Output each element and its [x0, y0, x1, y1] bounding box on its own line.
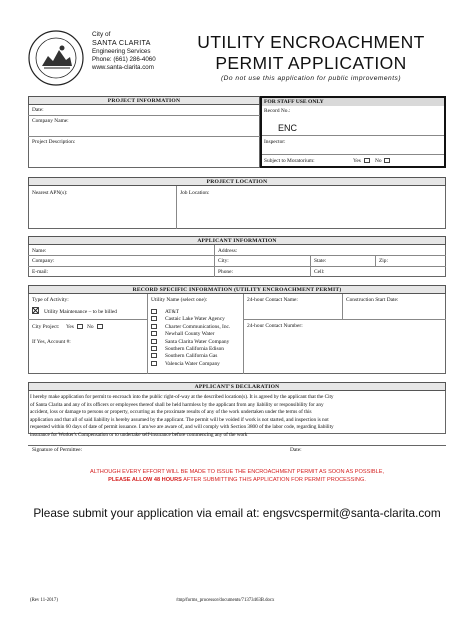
signature-date-field[interactable]: Date: [290, 447, 302, 453]
applicant-state-field[interactable]: State: [314, 258, 327, 264]
contact-name-field[interactable]: 24-hour Contact Name: [247, 297, 298, 303]
city-seal-logo [28, 30, 84, 86]
utility-option-checkbox[interactable] [151, 309, 157, 314]
processing-notice-line2 [28, 477, 446, 484]
utility-option-label: Valencia Water Company [165, 360, 220, 367]
contact-number-field[interactable]: 24-hour Contact Number: [247, 323, 303, 329]
project-description-field[interactable]: Project Description: [32, 139, 76, 145]
construction-start-date-field[interactable]: Construction Start Date: [346, 297, 399, 303]
city-project-no-label: No [87, 324, 94, 330]
declaration-line: requested within 60 days of date of permit issuance. I am/we are aware of, and will comply with Section 3800 of the labor code, regarding liability [30, 424, 334, 431]
department-phone: Phone: (661) 286-4060 [92, 56, 156, 63]
utility-option-label: Southern California Gas [165, 353, 218, 360]
applicant-cell-field[interactable]: Cell: [314, 269, 325, 275]
type-of-activity-label: Type of Activity: [32, 297, 69, 303]
applicant-zip-field[interactable]: Zip: [379, 258, 388, 264]
moratorium-no-checkbox[interactable] [384, 158, 390, 163]
city-project-yes-checkbox[interactable] [77, 324, 83, 329]
processing-notice-line1: ALTHOUGH EVERY EFFORT WILL BE MADE TO ISSUE THE ENCROACHMENT PERMIT AS SOON AS POSSIBLE, [89, 469, 385, 475]
city-project-yes-label: Yes [66, 324, 74, 330]
utility-name-label: Utility Name (select one): [151, 297, 208, 303]
submit-instructions: Please submit your application via email at: engsvcspermit@santa-clarita.com [33, 506, 441, 520]
utility-option-checkbox[interactable] [151, 324, 157, 329]
declaration-line: of Santa Clarita and any of its officers or employees thereof shall be held harmless by the applicant from any liability or responsibility for any [30, 401, 324, 408]
department-name: Engineering Services [92, 48, 151, 55]
job-location-field[interactable]: Job Location: [180, 190, 210, 196]
project-location-heading: PROJECT LOCATION [28, 177, 446, 186]
applicant-info-heading: APPLICANT INFORMATION [28, 236, 446, 245]
applicant-email-field[interactable]: E-mail: [32, 269, 49, 275]
record-specific-heading: RECORD SPECIFIC INFORMATION (UTILITY ENCROACHMENT PERMIT) [28, 285, 446, 294]
account-number-field[interactable]: If Yes, Account #: [32, 339, 71, 345]
moratorium-yes-label: Yes [353, 158, 361, 164]
utility-option-checkbox[interactable] [151, 339, 157, 344]
utility-option-label: Newhall County Water [165, 331, 215, 338]
utility-option-checkbox[interactable] [151, 353, 157, 358]
project-info-heading: PROJECT INFORMATION [28, 96, 260, 105]
form-title-line1: UTILITY ENCROACHMENT [197, 32, 425, 52]
declaration-line: insurance for Worker's Compensation or to undertake self-insurance before commencing any of the work [30, 432, 248, 438]
utility-option-checkbox[interactable] [151, 316, 157, 321]
moratorium-no-label: No [375, 158, 382, 164]
applicant-name-field[interactable]: Name: [32, 248, 47, 254]
applicant-address-field[interactable]: Address: [218, 248, 238, 254]
utility-option-checkbox[interactable] [151, 331, 157, 336]
city-line1: City of [92, 31, 111, 38]
processing-notice-emphasis: PLEASE ALLOW 48 HOURS [108, 477, 182, 483]
applicant-city-field[interactable]: City: [218, 258, 229, 264]
utility-option-label: Castaic Lake Water Agency [165, 316, 225, 323]
utility-option-checkbox[interactable] [151, 346, 157, 351]
staff-use-heading-text: FOR STAFF USE ONLY [264, 99, 324, 105]
declaration-heading: APPLICANT'S DECLARATION [28, 382, 446, 391]
staff-use-heading [262, 98, 444, 106]
date-field[interactable]: Date: [32, 107, 44, 113]
department-website: www.santa-clarita.com [92, 64, 154, 71]
project-info-section [28, 96, 260, 168]
utility-option-label: Santa Clarita Water Company [165, 338, 230, 345]
revision-date: (Rev 11-2017) [30, 598, 58, 603]
moratorium-label: Subject to Moratorium: [264, 158, 315, 164]
moratorium-yes-checkbox[interactable] [364, 158, 370, 163]
applicant-company-field[interactable]: Company: [32, 258, 55, 264]
applicant-phone-field[interactable]: Phone: [218, 269, 233, 275]
declaration-line: application and that all of said liability is hereby assumed by the applicant. The permit will be voided if work is not started, and inspection is not [30, 416, 329, 423]
utility-option-label: AT&T [165, 309, 180, 315]
form-subtitle: (Do not use this application for public improvements) [220, 75, 402, 82]
utility-maintenance-checkbox[interactable] [32, 307, 39, 314]
document-path: /tmp/forms_processor/documents/71373463B.docx [176, 598, 275, 603]
form-title-line2: PERMIT APPLICATION [215, 53, 407, 73]
signature-field[interactable]: Signature of Permittee: [32, 447, 83, 453]
utility-option-label: Southern California Edison [165, 346, 224, 352]
utility-maintenance-label: Utility Maintenance – to be billed [44, 309, 117, 315]
city-name: SANTA CLARITA [92, 38, 151, 47]
declaration-line: accident, loss or damage to persons or property, occurring as the proximate results of any of the work undertaken under the terms of this [30, 409, 312, 416]
utility-option-label: Charter Communications, Inc. [165, 323, 231, 330]
inspector-label: Inspector: [264, 139, 286, 145]
declaration-line: I hereby make application for permit to encroach into the public right-of-way at the described location(s). It is agreed by the applicant that the City [30, 394, 334, 400]
city-project-label: City Project: [32, 324, 60, 330]
city-project-no-checkbox[interactable] [97, 324, 103, 329]
record-no-label: Record No.: [264, 108, 291, 114]
nearest-apn-field[interactable]: Nearest APN(s): [32, 190, 68, 196]
company-name-field[interactable]: Company Name: [32, 118, 69, 124]
utility-option-checkbox[interactable] [151, 361, 157, 366]
enc-prefix: ENC [278, 123, 298, 133]
processing-notice-rest: AFTER SUBMITTING THIS APPLICATION FOR PERMIT PROCESSING. [181, 477, 366, 483]
